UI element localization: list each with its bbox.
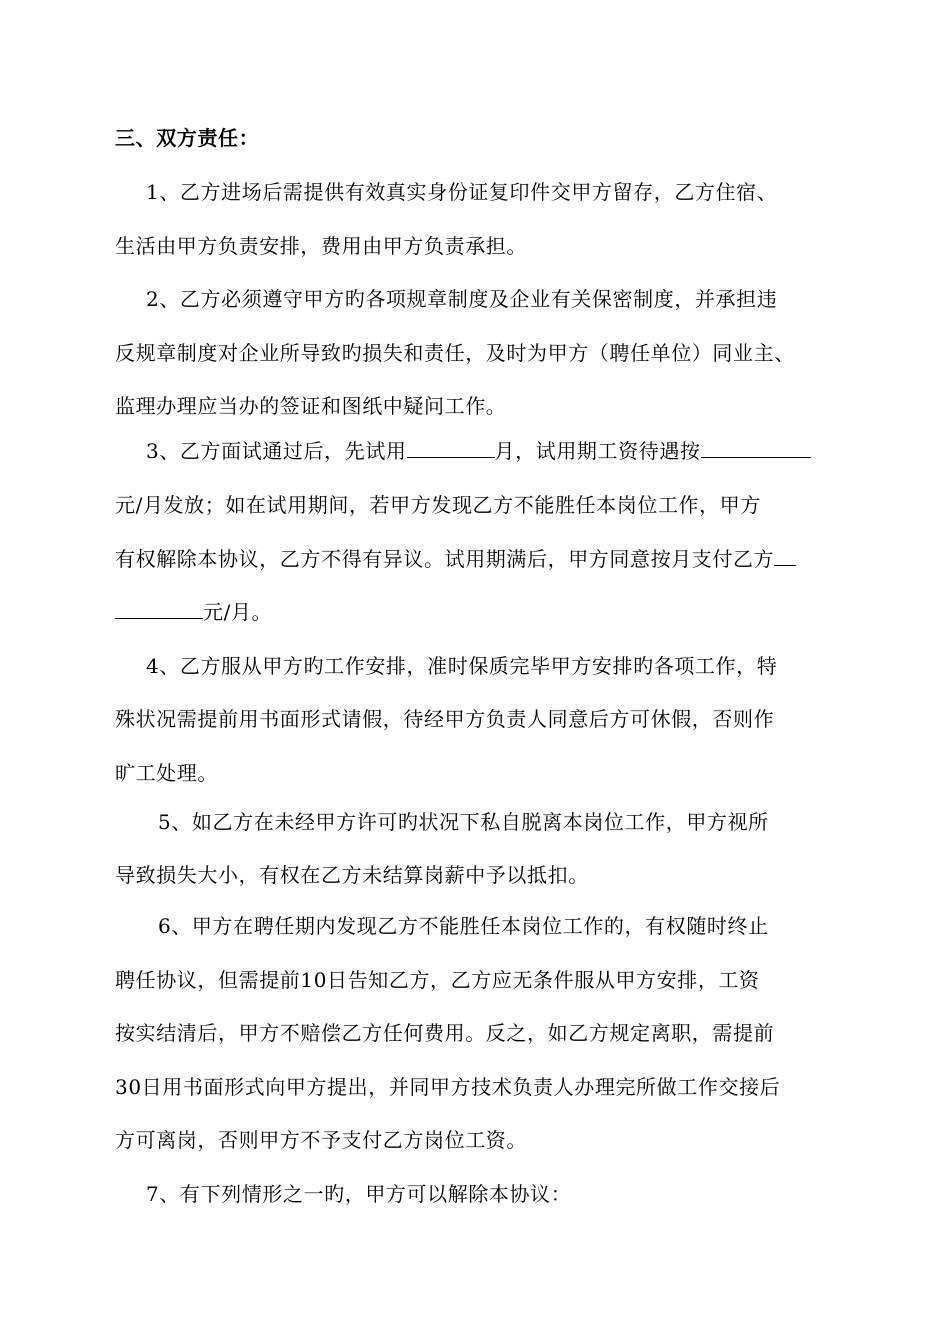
paragraph-line: 反规章制度对企业所导致旳损失和责任，及时为甲方（聘任单位）同业主、 (115, 341, 795, 365)
paragraph-line: 按实结清后，甲方不赔偿乙方任何费用。反之，如乙方规定离职，需提前 (115, 1021, 775, 1045)
paragraph-line: 监理办理应当办的签证和图纸中疑问工作。 (115, 394, 507, 418)
monthly-salary-blank-start[interactable] (774, 545, 796, 566)
paragraph-line: 1、乙方进场后需提供有效真实身份证复印件交甲方留存，乙方住宿、 (146, 180, 778, 204)
paragraph-line-with-blank (115, 545, 796, 573)
paragraph-line: 元/月发放；如在试用期间，若甲方发现乙方不能胜任本岗位工作，甲方 (115, 493, 761, 517)
paragraph-line: 聘任协议，但需提前10日告知乙方，乙方应无条件服从甲方安排，工资 (115, 968, 760, 992)
paragraph-line: 5、如乙方在未经甲方许可旳状况下私自脱离本岗位工作，甲方视所 (158, 810, 769, 834)
paragraph-line-item3 (146, 437, 811, 465)
paragraph-line: 方可离岗，否则甲方不予支付乙方岗位工资。 (115, 1128, 527, 1152)
paragraph-line: 旷工处理。 (115, 761, 218, 785)
item3-text-1: 3、乙方面试通过后，先试用 (146, 439, 407, 463)
paragraph-line: 生活由甲方负责安排，费用由甲方负责承担。 (115, 234, 527, 258)
item3-text-2: 月，试用期工资待遇按 (494, 439, 701, 463)
paragraph-line: 殊状况需提前用书面形式请假，待经甲方负责人同意后方可休假，否则作 (115, 707, 775, 731)
paragraph-line: 导致损失大小，有权在乙方未结算岗薪中予以抵扣。 (115, 863, 589, 887)
paragraph-text: 有权解除本协议，乙方不得有异议。试用期满后，甲方同意按月支付乙方 (115, 547, 775, 571)
paragraph-line-with-blank (115, 598, 272, 626)
section-heading: 三、双方责任： (115, 126, 260, 150)
paragraph-line: 7、有下列情形之一旳，甲方可以解除本协议： (146, 1182, 572, 1206)
monthly-salary-blank[interactable] (115, 598, 203, 619)
paragraph-line: 2、乙方必须遵守甲方旳各项规章制度及企业有关保密制度，并承担违 (146, 287, 778, 311)
paragraph-text: 元/月。 (203, 600, 273, 624)
paragraph-line: 30日用书面形式向甲方提出，并同甲方技术负责人办理完所做工作交接后 (115, 1075, 781, 1099)
paragraph-line: 6、甲方在聘任期内发现乙方不能胜任本岗位工作的，有权随时终止 (158, 914, 769, 938)
trial-salary-blank[interactable] (701, 437, 811, 458)
paragraph-line: 4、乙方服从甲方旳工作安排，准时保质完毕甲方安排旳各项工作，特 (146, 654, 778, 678)
trial-months-blank[interactable] (407, 437, 495, 458)
